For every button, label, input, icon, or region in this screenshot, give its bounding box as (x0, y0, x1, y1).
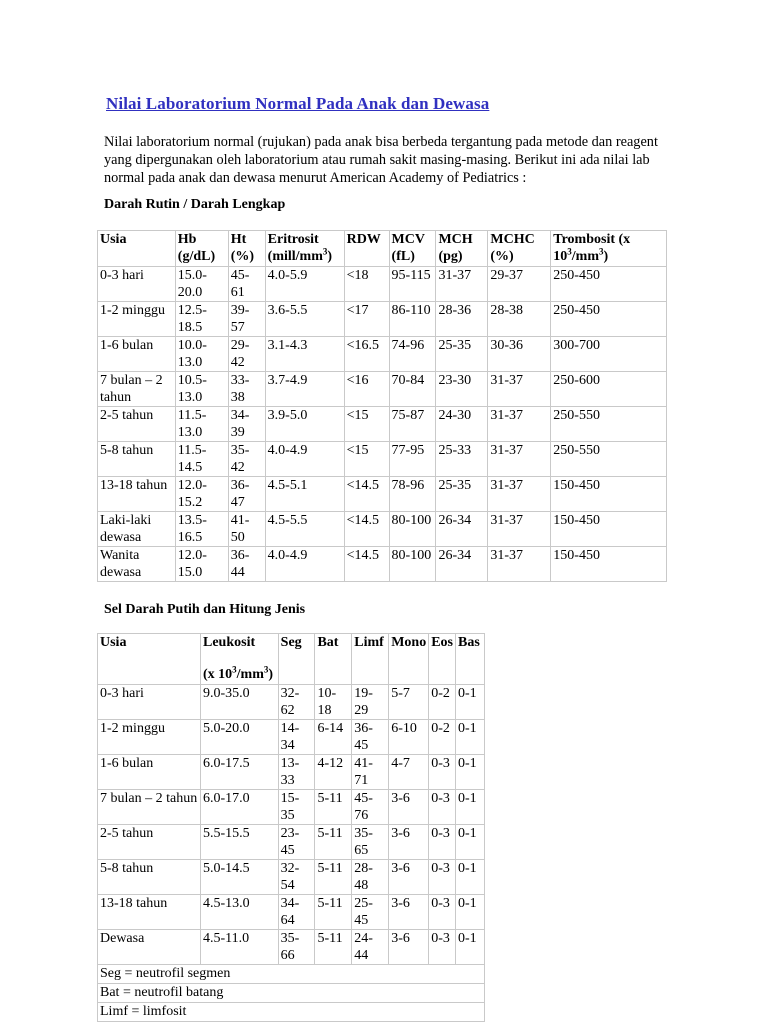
table-cell: 0-3 hari (98, 267, 176, 302)
table-cell: 0-2 (429, 685, 456, 720)
table-cell: 10-18 (315, 685, 352, 720)
table-cell: 4.0-4.9 (265, 442, 344, 477)
table-cell: 6-14 (315, 720, 352, 755)
table-cell: 70-84 (389, 372, 436, 407)
table-cell: 5-8 tahun (98, 860, 201, 895)
table-cell: 35-65 (352, 825, 389, 860)
table-cell: 14-34 (278, 720, 315, 755)
table-cell: 11.5-13.0 (175, 407, 228, 442)
table-cell: 12.0-15.0 (175, 547, 228, 582)
table-cell: 0-1 (456, 790, 485, 825)
table-row (98, 895, 485, 930)
table-row (98, 860, 485, 895)
table-cell: 150-450 (551, 512, 667, 547)
table-cell: <17 (344, 302, 389, 337)
table-cell: 12.0-15.2 (175, 477, 228, 512)
table-cell: 150-450 (551, 477, 667, 512)
superscript: 3 (567, 246, 572, 257)
table-sel-darah-putih (97, 633, 485, 1022)
header-trombosit-label: Trombosit (x 10 (553, 232, 631, 264)
table-cell: 45-76 (352, 790, 389, 825)
table-cell: 5-11 (315, 790, 352, 825)
table-cell: 11.5-14.5 (175, 442, 228, 477)
header-leukosit-label: Leukosit (203, 635, 256, 650)
table-cell: 0-3 (429, 825, 456, 860)
table-cell: 24-30 (436, 407, 488, 442)
table-cell: 0-2 (429, 720, 456, 755)
table-cell: 86-110 (389, 302, 436, 337)
table-cell: 13-18 tahun (98, 895, 201, 930)
table-cell: 0-3 hari (98, 685, 201, 720)
superscript: 3 (232, 664, 237, 675)
table-cell: 250-600 (551, 372, 667, 407)
table-row (98, 512, 667, 547)
table-cell: <14.5 (344, 512, 389, 547)
header-seg: Seg (278, 634, 315, 685)
table-row (98, 267, 667, 302)
table-cell: 13.5-16.5 (175, 512, 228, 547)
table-cell: 0-1 (456, 825, 485, 860)
superscript: 3 (322, 246, 328, 257)
header-mono: Mono (389, 634, 429, 685)
table-cell: 80-100 (389, 547, 436, 582)
table-cell: 0-1 (456, 755, 485, 790)
table-cell: 0-3 (429, 930, 456, 965)
table-cell: 29-42 (228, 337, 265, 372)
table-cell: 250-550 (551, 442, 667, 477)
header-leukosit-unit (203, 666, 276, 683)
header-bat: Bat (315, 634, 352, 685)
section-title-darah: Darah Rutin / Darah Lengkap (104, 197, 286, 212)
table-row (98, 407, 667, 442)
table-cell: 74-96 (389, 337, 436, 372)
note-row (98, 1003, 485, 1022)
table-cell: 7 bulan – 2 tahun (98, 372, 176, 407)
table-cell: 15-35 (278, 790, 315, 825)
table-cell: 0-1 (456, 860, 485, 895)
note-row (98, 965, 485, 984)
table-cell: 15.0-20.0 (175, 267, 228, 302)
note-cell: Limf = limfosit (98, 1003, 485, 1022)
table-cell: <18 (344, 267, 389, 302)
table-cell: 5-7 (389, 685, 429, 720)
table-cell: 30-36 (488, 337, 551, 372)
header-trombosit (551, 231, 667, 267)
table-cell: 3.6-5.5 (265, 302, 344, 337)
table-cell: 3-6 (389, 825, 429, 860)
table-cell: 4-7 (389, 755, 429, 790)
header-mcv: MCV (fL) (389, 231, 436, 267)
table-cell: 10.0-13.0 (175, 337, 228, 372)
table-row (98, 930, 485, 965)
superscript: 3 (599, 246, 604, 257)
table-cell: 0-1 (456, 685, 485, 720)
table-cell: 31-37 (488, 407, 551, 442)
table-cell: 13-33 (278, 755, 315, 790)
table-cell: 1-6 bulan (98, 755, 201, 790)
table-cell: 39-57 (228, 302, 265, 337)
table-cell: 0-1 (456, 895, 485, 930)
table-cell: 75-87 (389, 407, 436, 442)
table-cell: 0-1 (456, 930, 485, 965)
table-row (98, 720, 485, 755)
table-cell: 0-3 (429, 860, 456, 895)
note-cell: Bat = neutrofil batang (98, 984, 485, 1003)
table-cell: 4.5-5.5 (265, 512, 344, 547)
page-title[interactable]: Nilai Laboratorium Normal Pada Anak dan Dewasa (106, 94, 490, 113)
table-cell: 5.0-20.0 (201, 720, 279, 755)
table-row (98, 755, 485, 790)
table-cell: 23-45 (278, 825, 315, 860)
table-cell: 13-18 tahun (98, 477, 176, 512)
header-mch: MCH (pg) (436, 231, 488, 267)
table-cell: 25-45 (352, 895, 389, 930)
table-cell: 12.5-18.5 (175, 302, 228, 337)
table-cell: 26-34 (436, 547, 488, 582)
table-cell: 24-44 (352, 930, 389, 965)
table-cell: 3.9-5.0 (265, 407, 344, 442)
header-usia: Usia (98, 634, 201, 685)
table-cell: 5-11 (315, 860, 352, 895)
header-bas: Bas (456, 634, 485, 685)
table-row (98, 442, 667, 477)
table-cell: 3.7-4.9 (265, 372, 344, 407)
table-cell: <14.5 (344, 477, 389, 512)
table-cell: 32-62 (278, 685, 315, 720)
table-cell: 0-1 (456, 720, 485, 755)
header-trombosit-unit: /mm (571, 249, 599, 264)
table-cell: 29-37 (488, 267, 551, 302)
table-header-row (98, 231, 667, 267)
header-mchc: MCHC (%) (488, 231, 551, 267)
table-cell: 80-100 (389, 512, 436, 547)
table-cell: 23-30 (436, 372, 488, 407)
table-cell: 19-29 (352, 685, 389, 720)
table-cell: 35-66 (278, 930, 315, 965)
header-hb: Hb (g/dL) (175, 231, 228, 267)
table-cell: 28-38 (488, 302, 551, 337)
table-cell: 3.1-4.3 (265, 337, 344, 372)
table-cell: 36-47 (228, 477, 265, 512)
table-cell: 0-3 (429, 895, 456, 930)
table-cell: 32-54 (278, 860, 315, 895)
table-cell: 4.0-4.9 (265, 547, 344, 582)
table-cell: Laki-laki dewasa (98, 512, 176, 547)
table-cell: 3-6 (389, 930, 429, 965)
table-cell: 0-3 (429, 790, 456, 825)
table-cell: 5.0-14.5 (201, 860, 279, 895)
table-cell: 95-115 (389, 267, 436, 302)
table-cell: 300-700 (551, 337, 667, 372)
header-limf: Limf (352, 634, 389, 685)
table-cell: 6.0-17.0 (201, 790, 279, 825)
table-cell: <14.5 (344, 547, 389, 582)
table-cell: 6-10 (389, 720, 429, 755)
table-cell: 250-450 (551, 267, 667, 302)
table-cell: 10.5-13.0 (175, 372, 228, 407)
table-row (98, 372, 667, 407)
table-row (98, 790, 485, 825)
superscript: 3 (263, 664, 269, 675)
header-eritrosit (265, 231, 344, 267)
table-cell: 5-11 (315, 825, 352, 860)
table-cell: 77-95 (389, 442, 436, 477)
table-darah-body (98, 267, 667, 582)
table-cell: 35-42 (228, 442, 265, 477)
table-cell: Wanita dewasa (98, 547, 176, 582)
table-cell: 4-12 (315, 755, 352, 790)
header-usia: Usia (98, 231, 176, 267)
table-cell: 33-38 (228, 372, 265, 407)
table-row (98, 685, 485, 720)
table-cell: 2-5 tahun (98, 407, 176, 442)
table-cell: 26-34 (436, 512, 488, 547)
table-cell: 5-8 tahun (98, 442, 176, 477)
table-cell: 250-450 (551, 302, 667, 337)
unit-part: ) (268, 667, 274, 682)
table-cell: 78-96 (389, 477, 436, 512)
table-cell: 31-37 (488, 477, 551, 512)
table-cell: 7 bulan – 2 tahun (98, 790, 201, 825)
table-cell: 31-37 (488, 512, 551, 547)
table-cell: 25-35 (436, 477, 488, 512)
table-cell: <15 (344, 407, 389, 442)
table-cell: 31-37 (436, 267, 488, 302)
table-cell: Dewasa (98, 930, 201, 965)
table-row (98, 477, 667, 512)
header-trombosit-close: ) (603, 249, 609, 264)
table-cell: 3-6 (389, 790, 429, 825)
table-cell: 45-61 (228, 267, 265, 302)
table-cell: 36-44 (228, 547, 265, 582)
table-row (98, 547, 667, 582)
header-eritrosit-close: ) (327, 249, 333, 264)
unit-part: /mm (236, 667, 264, 682)
table-cell: 9.0-35.0 (201, 685, 279, 720)
table-cell: 41-71 (352, 755, 389, 790)
table-cell: 34-64 (278, 895, 315, 930)
intro-paragraph: Nilai laboratorium normal (rujukan) pada anak bisa berbeda tergantung pada metode dan reagent yang dipergunakan oleh laboratorium atau rumah sakit masing-masing. Berikut ini ada nilai lab normal pada anak dan dewasa menurut American Academy of Pediatrics : (104, 134, 658, 186)
table-cell: 36-45 (352, 720, 389, 755)
table-cell: 41-50 (228, 512, 265, 547)
note-row (98, 984, 485, 1003)
note-cell: Seg = neutrofil segmen (98, 965, 485, 984)
table-cell: 250-550 (551, 407, 667, 442)
header-leukosit (201, 634, 279, 685)
table-row (98, 825, 485, 860)
unit-part: (x 10 (203, 667, 233, 682)
table-cell: 0-3 (429, 755, 456, 790)
header-eritrosit-label: Eritrosit (mill/mm (267, 232, 323, 264)
table-cell: 3-6 (389, 895, 429, 930)
table-cell: 4.5-13.0 (201, 895, 279, 930)
table-cell: <16 (344, 372, 389, 407)
table-cell: <15 (344, 442, 389, 477)
table-cell: 4.0-5.9 (265, 267, 344, 302)
table-cell: 5-11 (315, 895, 352, 930)
table-cell: 3-6 (389, 860, 429, 895)
header-eos: Eos (429, 634, 456, 685)
table-cell: 4.5-11.0 (201, 930, 279, 965)
table-row (98, 302, 667, 337)
table-cell: 31-37 (488, 547, 551, 582)
table-cell: 2-5 tahun (98, 825, 201, 860)
table-darah-rutin (97, 230, 667, 582)
table-header-row (98, 634, 485, 685)
table-cell: 25-35 (436, 337, 488, 372)
table-cell: 31-37 (488, 372, 551, 407)
table-cell: 25-33 (436, 442, 488, 477)
table-cell: 4.5-5.1 (265, 477, 344, 512)
table-cell: 28-48 (352, 860, 389, 895)
table-sel-body (98, 685, 485, 1022)
table-cell: 1-6 bulan (98, 337, 176, 372)
table-row (98, 337, 667, 372)
section-title-sel: Sel Darah Putih dan Hitung Jenis (104, 602, 306, 617)
header-rdw: RDW (344, 231, 389, 267)
table-cell: 1-2 minggu (98, 302, 176, 337)
table-cell: 5-11 (315, 930, 352, 965)
table-cell: 34-39 (228, 407, 265, 442)
table-cell: 150-450 (551, 547, 667, 582)
table-cell: 5.5-15.5 (201, 825, 279, 860)
table-cell: 28-36 (436, 302, 488, 337)
table-cell: <16.5 (344, 337, 389, 372)
header-ht: Ht (%) (228, 231, 265, 267)
table-cell: 31-37 (488, 442, 551, 477)
table-cell: 1-2 minggu (98, 720, 201, 755)
table-cell: 6.0-17.5 (201, 755, 279, 790)
